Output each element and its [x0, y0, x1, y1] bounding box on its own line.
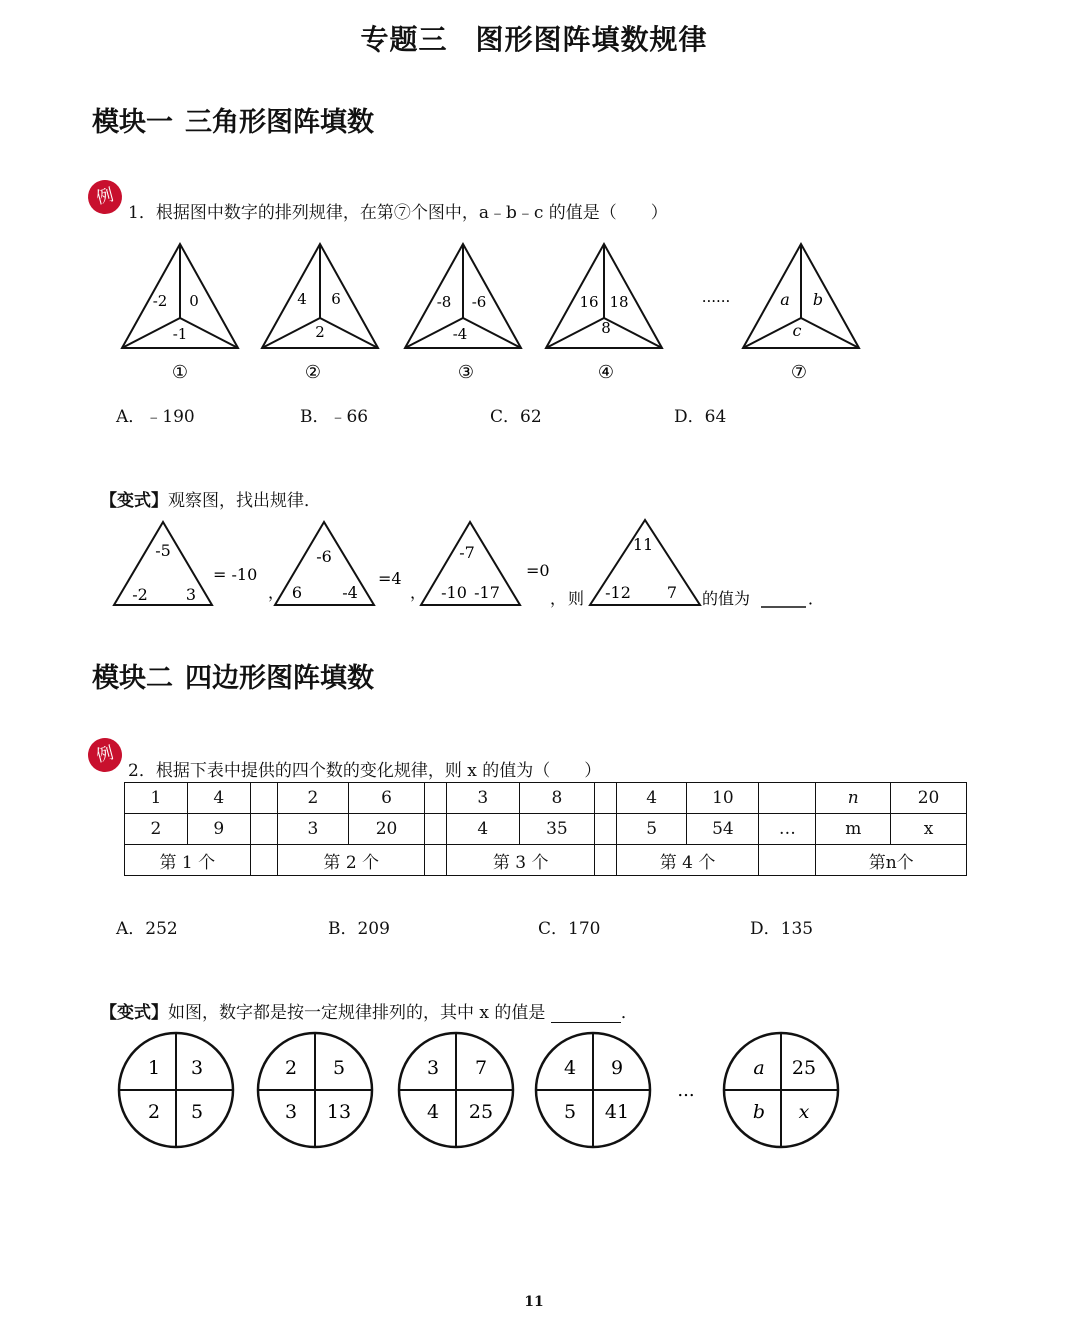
v1-sep-1: ， [268, 583, 285, 602]
q1-option-a[interactable]: A．﹣190 [116, 407, 195, 427]
triangle-3 [405, 244, 521, 383]
v1t4-bl: -12 [605, 583, 631, 602]
cn-tl: a [753, 1057, 765, 1079]
c2-tl: 2 [284, 1057, 298, 1079]
table-cell: 9 [187, 814, 250, 845]
v1t3-bl: -10 [441, 583, 467, 602]
variant-1-text: 观察图，找出规律． [168, 491, 321, 511]
topic-title: 图形图阵填数规律 [475, 23, 708, 56]
v1-triangle-1 [114, 522, 212, 605]
v1t3-br: -17 [474, 583, 500, 602]
q1-option-d[interactable]: D．64 [674, 407, 727, 427]
triangle-7 [743, 244, 859, 383]
table-cell: 1 [125, 783, 188, 814]
table-cell: m [816, 814, 891, 845]
question-1-text: 1．根据图中数字的排列规律，在第⑦个图中，a﹣b﹣c 的值是（ ） [128, 203, 668, 223]
table-cell: 2 [278, 783, 349, 814]
circle-2 [258, 1033, 372, 1147]
tri3-right: -6 [471, 293, 487, 311]
q1-option-b[interactable]: B．﹣66 [300, 407, 369, 427]
module2-label: 模块二 [92, 663, 173, 694]
table-cell: n [816, 783, 891, 814]
table-row [125, 783, 967, 814]
caption-1: 第 1 个 [125, 845, 251, 876]
table-cell: 10 [687, 783, 759, 814]
module1-label: 模块一 [92, 107, 173, 138]
circle-4 [536, 1033, 650, 1147]
module2-title: 四边形图阵填数 [185, 663, 374, 694]
table-cell [250, 814, 277, 845]
table-cell: 3 [278, 814, 349, 845]
c4-tl: 4 [563, 1057, 577, 1079]
variant-2-heading [100, 998, 638, 1023]
v1t1-suffix: = -10 [213, 565, 258, 584]
q2-option-c[interactable]: C．170 [538, 919, 601, 939]
variant-tag: 【变式】 [100, 491, 168, 511]
tri3-bottom: -4 [452, 325, 468, 343]
tri2-left: 4 [297, 290, 307, 308]
v1-triangle-3 [421, 522, 520, 605]
table-cell [425, 783, 447, 814]
tri2-label: ② [304, 362, 322, 383]
table-cell: 20 [891, 783, 967, 814]
triangle-1 [122, 244, 238, 383]
table-cell [595, 783, 617, 814]
module2-heading [92, 656, 374, 695]
table-cell [425, 814, 447, 845]
v1-triangle-2 [275, 522, 374, 605]
caption-3: 第 3 个 [446, 845, 594, 876]
c3-bl: 4 [426, 1101, 440, 1123]
v1t4-top: 11 [632, 535, 654, 554]
q2-option-b[interactable]: B．209 [328, 919, 390, 939]
tri1-right: 0 [189, 292, 199, 310]
q1-dots: ...... [701, 288, 731, 306]
cn-tr: 25 [791, 1057, 817, 1079]
page-title [0, 18, 1068, 58]
variant-1-heading [100, 486, 321, 511]
c3-tl: 3 [426, 1057, 440, 1079]
table-cell: 20 [348, 814, 425, 845]
v1t2-suffix: =4 [378, 569, 402, 588]
v1t2-br: -4 [342, 583, 358, 602]
v1t3-top: -7 [459, 543, 475, 562]
table-cell [595, 814, 617, 845]
table-row [125, 814, 967, 845]
v1-end: ． [808, 589, 825, 608]
c3-tr: 7 [474, 1057, 488, 1079]
v1t1-bl: -2 [132, 585, 148, 604]
variant-tag: 【变式】 [100, 1003, 168, 1023]
v2-dots: ... [677, 1080, 695, 1101]
variant-2-text: 如图，数字都是按一定规律排列的，其中 x 的值是 [168, 1003, 546, 1023]
tri1-left: -2 [152, 292, 168, 310]
caption-n: 第n个 [816, 845, 967, 876]
q2-option-a[interactable]: A．252 [116, 919, 178, 939]
caption-2: 第 2 个 [278, 845, 425, 876]
v1t2-bl: 6 [291, 583, 303, 602]
tri4-bottom: 8 [601, 319, 611, 337]
c2-tr: 5 [332, 1057, 346, 1079]
caption-4: 第 4 个 [616, 845, 759, 876]
tri7-left: a [780, 290, 790, 309]
example-badge: 例 [84, 176, 126, 218]
module1-title: 三角形图阵填数 [185, 107, 374, 138]
table-cell: 54 [687, 814, 759, 845]
circle-1 [119, 1033, 233, 1147]
v2-end: ． [620, 1003, 638, 1023]
v1t1-br: 3 [185, 585, 197, 604]
cn-bl: b [752, 1101, 766, 1123]
table-cell: 6 [348, 783, 425, 814]
table-cell [759, 783, 816, 814]
module1-heading [92, 100, 374, 139]
table-cell: 4 [446, 814, 519, 845]
circle-3 [399, 1033, 513, 1147]
v1-triangle-4 [590, 520, 700, 605]
v1-ze: 则 [568, 589, 585, 608]
c4-bl: 5 [563, 1101, 577, 1123]
topic-number: 专题三 [360, 23, 448, 56]
variant-1-triangles [0, 512, 1068, 612]
table-cell: 2 [125, 814, 188, 845]
table-cell: 3 [446, 783, 519, 814]
v1t2-top: -6 [316, 547, 332, 566]
c1-br: 5 [190, 1101, 204, 1123]
c1-tr: 3 [190, 1057, 204, 1079]
tri2-bottom: 2 [315, 323, 325, 341]
v1t4-br: 7 [666, 583, 678, 602]
v1-sep-3: ， [550, 589, 567, 608]
table-cell: x [891, 814, 967, 845]
tri3-label: ③ [457, 362, 475, 383]
tri4-left: 16 [579, 293, 599, 311]
variant-2-circles [0, 1028, 1068, 1158]
table-row-captions [125, 845, 967, 876]
table-cell [250, 783, 277, 814]
tri4-label: ④ [597, 362, 615, 383]
c1-bl: 2 [147, 1101, 161, 1123]
tri7-right: b [812, 290, 824, 309]
c4-br: 41 [604, 1101, 630, 1123]
page-number: 11 [524, 1294, 544, 1310]
table-cell: 8 [519, 783, 595, 814]
v1t3-suffix: =0 [526, 561, 550, 580]
tri1-label: ① [171, 362, 189, 383]
q1-triangles [0, 236, 1068, 386]
table-cell: 35 [519, 814, 595, 845]
c1-tl: 1 [147, 1057, 161, 1079]
table-cell: 5 [616, 814, 687, 845]
tri1-bottom: -1 [172, 325, 188, 343]
question-2-text: 2．根据下表中提供的四个数的变化规律，则 x 的值为（ ） [128, 761, 602, 781]
q1-option-c[interactable]: C．62 [490, 407, 542, 427]
c2-br: 13 [326, 1101, 352, 1123]
cn-br: x [798, 1101, 810, 1123]
circle-n [724, 1033, 838, 1147]
tri7-label: ⑦ [790, 362, 808, 383]
example-badge-2: 例 [84, 734, 126, 776]
v1-sep-2: ， [410, 583, 427, 602]
triangle-2 [262, 244, 378, 383]
tri2-right: 6 [331, 290, 341, 308]
q2-option-d[interactable]: D．135 [750, 919, 814, 939]
tri3-left: -8 [436, 293, 452, 311]
v2-answer-blank [551, 1008, 621, 1023]
c4-tr: 9 [610, 1057, 624, 1079]
v1t4-suffix: 的值为 [702, 589, 751, 608]
q2-table [124, 782, 967, 876]
c2-bl: 3 [284, 1101, 298, 1123]
table-cell: … [759, 814, 816, 845]
c3-br: 25 [468, 1101, 494, 1123]
table-cell: 4 [187, 783, 250, 814]
tri4-right: 18 [609, 293, 629, 311]
triangle-4 [546, 244, 662, 383]
tri7-bottom: c [792, 321, 802, 340]
v1t1-top: -5 [155, 541, 171, 560]
table-cell: 4 [616, 783, 687, 814]
